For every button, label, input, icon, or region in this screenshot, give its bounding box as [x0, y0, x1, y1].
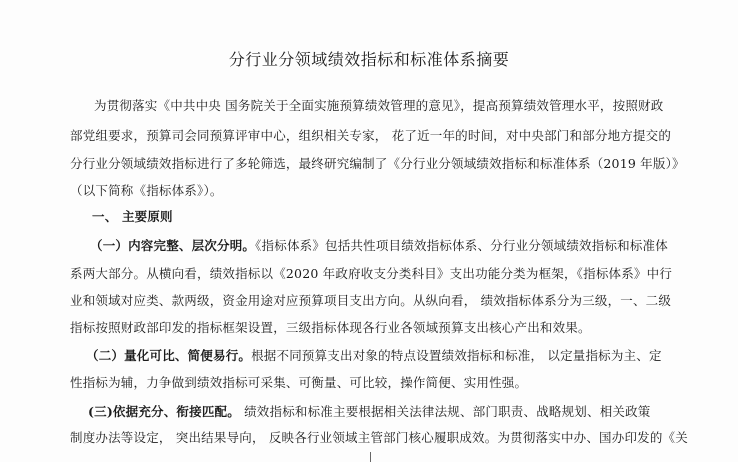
intro-line-3: 分行业分领域绩效指标进行了多轮筛选，最终研究编制了《分行业分领域绩效指标和标准体系（2019 年版）》 [70, 156, 685, 171]
section-3-text: 绩效指标和标准主要根据相关法律法规、部门职责、战略规划、相关政策 [239, 404, 651, 419]
section-3-line-2: 制度办法等设定， 突出结果导向， 反映各行业领域主管部门核心履职成效。为贯彻落实中办、国办印发的《关 [70, 430, 688, 445]
section-2-line-2: 性指标为辅，力争做到绩效指标可采集、可衡量、可比较，操作简便、实用性强。 [70, 375, 528, 390]
section-1-line-2: 系两大部分。从横向看，绩效指标以《2020 年政府收支分类科目》支出功能分类为框架，《指标体系》中行 [70, 266, 673, 281]
intro-line-2: 部党组要求，预算司会同预算评审中心，组织相关专家， 花了近一年的时间，对中央部门和部分地方提交的 [70, 128, 672, 143]
section-1-lead: （一）内容完整、层次分明。 [90, 238, 256, 253]
section-heading-principles: 一、 主要原则 [92, 209, 173, 224]
section-2-lead: （二）量化可比、简便易行。 [86, 348, 252, 363]
section-3-lead: (三)依据充分、衔接匹配。 [88, 404, 240, 419]
section-2-text: 根据不同预算支出对象的特点设置绩效指标和标准， 以定量指标为主、定 [251, 348, 662, 363]
section-1-line-4: 指标按照财政部印发的指标框架设置，三级指标体现各行业各领域预算支出核心产出和效果。 [70, 320, 591, 335]
section-1-line-3: 业和领域对应类、款两级，资金用途对应预算项目支出方向。从纵向看， 绩效指标体系分为三级，一、二级 [70, 293, 672, 308]
section-1-text: 《指标体系》包括共性项目绩效指标体系、分行业分领域绩效指标和标准体 [255, 238, 668, 253]
section-1-first-line [90, 238, 668, 254]
intro-line-4: （以下简称《指标体系》）。 [70, 183, 223, 198]
section-3-first-line [88, 404, 651, 420]
page-edge-mark [370, 452, 371, 462]
section-2-first-line [86, 348, 662, 364]
document-title: 分行业分领域绩效指标和标准体系摘要 [228, 50, 510, 69]
intro-line-1: 为贯彻落实《中共中央 国务院关于全面实施预算绩效管理的意见》，提高预算绩效管理水平，按照财政 [94, 98, 664, 113]
